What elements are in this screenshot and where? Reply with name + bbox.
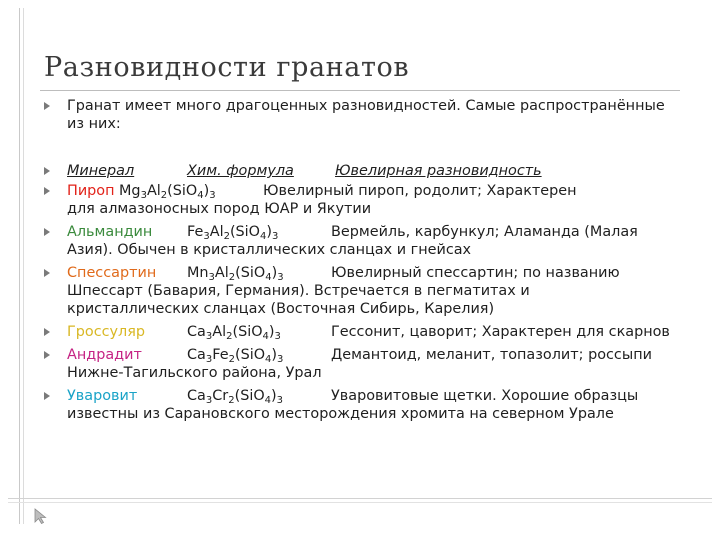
mineral-description: Уваровитовые щетки. Хорошие образцы <box>331 388 639 404</box>
frame-line-vertical <box>19 8 20 524</box>
arrow-bullet-icon <box>44 167 50 175</box>
mineral-item-grossular <box>44 323 704 341</box>
intro-line-1: Гранат имеет много драгоценных разновидностей. Самые распространённые <box>67 98 665 114</box>
arrow-bullet-icon <box>44 269 50 277</box>
slide-title: Разновидности гранатов <box>44 52 410 83</box>
arrow-bullet-icon <box>44 392 50 400</box>
mineral-description: Гессонит, цаворит; Характерен для скарнов <box>331 324 670 340</box>
mineral-description: Ювелирный пироп, родолит; Характерен <box>263 183 577 199</box>
mineral-name: Андрадит <box>67 347 142 363</box>
arrow-bullet-icon <box>44 228 50 236</box>
header-formula: Хим. формула <box>187 163 294 179</box>
mineral-name: Гроссуляр <box>67 324 146 340</box>
header-item <box>44 162 704 180</box>
description-continuation: для алмазоносных пород ЮАР и Якутии <box>67 201 372 217</box>
mineral-item-andradite <box>44 346 704 382</box>
frame-line-horizontal-inner <box>8 502 712 503</box>
mineral-name: Спессартин <box>67 265 157 281</box>
intro-line-2: из них: <box>67 116 121 132</box>
arrow-bullet-icon <box>44 351 50 359</box>
frame-line-vertical-inner <box>23 8 24 524</box>
mineral-item-pyrope <box>44 182 704 218</box>
mineral-description: Ювелирный спессартин; по названию <box>331 265 620 281</box>
description-continuation: Нижне-Тагильского района, Урал <box>67 365 322 381</box>
header-row <box>67 162 704 180</box>
slide-nav-icon[interactable] <box>34 508 48 524</box>
description-continuation: кристаллических сланцах (Восточная Сибирь, Карелия) <box>67 301 495 317</box>
mineral-description: Вермейль, карбункул; Аламанда (Малая <box>331 224 638 240</box>
chemical-formula: $Mn_3Al_2(SiO_4)_3$ <box>187 265 284 283</box>
intro-item <box>44 97 704 133</box>
mineral-item-uvarovite <box>44 387 704 423</box>
header-variety: Ювелирная разновидность <box>335 163 542 179</box>
arrow-bullet-icon <box>44 102 50 110</box>
description-continuation: Азия). Обычен в кристаллических сланцах и гнейсах <box>67 242 472 258</box>
mineral-item-spessartine <box>44 264 704 318</box>
arrow-bullet-icon <box>44 328 50 336</box>
mineral-description: Демантоид, меланит, топазолит; россыпи <box>331 347 652 363</box>
title-underline <box>40 90 680 91</box>
arrow-bullet-icon <box>44 187 50 195</box>
mineral-name: Пироп <box>67 183 115 199</box>
bullet-list <box>44 97 704 423</box>
mineral-item-almandine <box>44 223 704 259</box>
chemical-formula: $Ca_3Cr_2(SiO_4)_3$ <box>187 388 284 406</box>
mineral-name: Уваровит <box>67 388 138 404</box>
chemical-formula: $Ca_3Fe_2(SiO_4)_3$ <box>187 347 284 365</box>
description-continuation: Шпессарт (Бавария, Германия). Встречается в пегматитах и <box>67 283 530 299</box>
mineral-name: Альмандин <box>67 224 153 240</box>
chemical-formula: $Mg_3Al_2(SiO_4)_3$ <box>119 183 216 201</box>
description-continuation: известны из Сарановского месторождения хромита на северном Урале <box>67 406 614 422</box>
frame-line-horizontal <box>8 498 712 499</box>
chemical-formula: $Fe_3Al_2(SiO_4)_3$ <box>187 224 279 242</box>
chemical-formula: $Ca_3Al_2(SiO_4)_3$ <box>187 324 281 342</box>
header-mineral: Минерал <box>67 163 135 179</box>
